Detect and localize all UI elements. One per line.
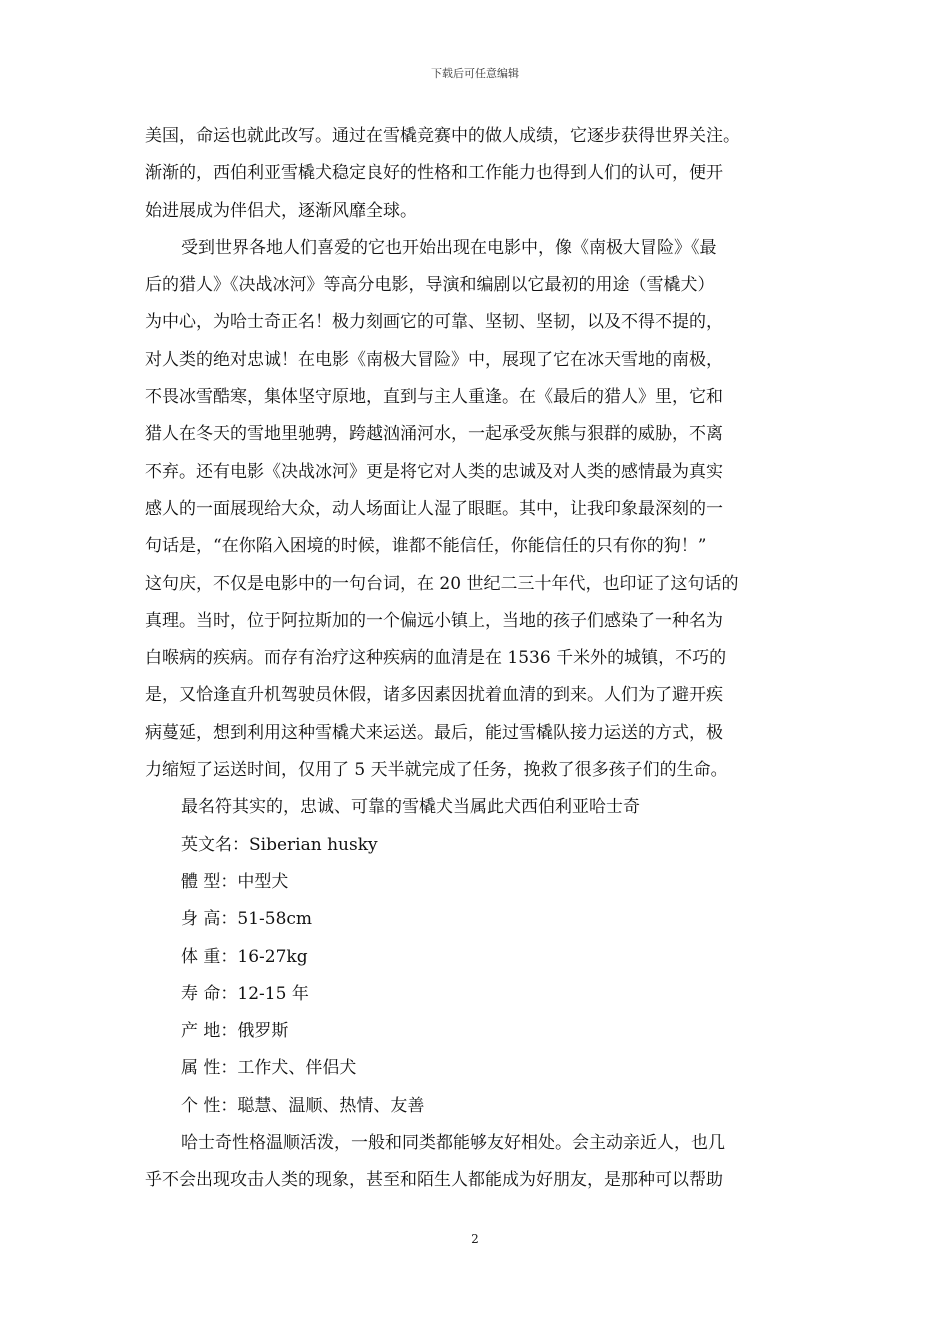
- text-line: 为中心，为哈士奇正名！极力刻画它的可靠、坚韧、坚韧，以及不得不提的，: [145, 312, 723, 333]
- document-body: [145, 118, 817, 1200]
- text-line: 渐渐的，西伯利亚雪橇犬稳定良好的性格和工作能力也得到人们的认可，便开: [145, 163, 723, 184]
- spec-origin: 产 地：俄罗斯: [181, 1021, 289, 1042]
- text-line: 不畏冰雪酷寒，集体坚守原地，直到与主人重逢。在《最后的猎人》里，它和: [145, 387, 723, 408]
- text-line: 感人的一面展现给大众，动人场面让人湿了眼眶。其中，让我印象最深刻的一: [145, 498, 723, 519]
- text-line: 句话是，“在你陷入困境的时候，谁都不能信任，你能信任的只有你的狗！”: [145, 536, 707, 557]
- text-line: 始进展成为伴侣犬，逐渐风靡全球。: [145, 200, 417, 221]
- text-line: 不弃。还有电影《决战冰河》更是将它对人类的忠诚及对人类的感情最为真实: [145, 461, 723, 482]
- spec-height: 身 高：51-58cm: [181, 909, 313, 930]
- text-line: 是，又恰逢直升机驾驶员休假，诸多因素因扰着血清的到来。人们为了避开疾: [145, 685, 723, 706]
- text-line: 猎人在冬天的雪地里驰骋，跨越汹涌河水，一起承受灰熊与狠群的威胁，不离: [145, 424, 723, 445]
- spec-lifespan: 寿 命：12-15 年: [181, 983, 309, 1004]
- text-line: 病蔓延，想到利用这种雪橇犬来运送。最后，能过雪橇队接力运送的方式，极: [145, 722, 723, 743]
- text-line: 后的猎人》《决战冰河》等高分电影，导演和编剧以它最初的用途（雪橇犬）: [145, 275, 715, 296]
- text-line: 白喉病的疾病。而存有治疗这种疾病的血清是在 1536 千米外的城镇，不巧的: [145, 648, 727, 669]
- text-line: 最名符其实的，忠诚、可靠的雪橇犬当属此犬西伯利亚哈士奇: [181, 797, 640, 818]
- page-number: 2: [471, 1232, 479, 1246]
- text-line: 对人类的绝对忠诚！在电影《南极大冒险》中，展现了它在冰天雪地的南极，: [145, 349, 723, 370]
- text-line: 美国，命运也就此改写。通过在雪橇竞赛中的做人成绩，它逐步获得世界关注。: [145, 126, 740, 146]
- spec-english-name: 英文名：Siberian husky: [181, 834, 378, 855]
- text-line: 这句庆，不仅是电影中的一句台词，在 20 世纪二三十年代，也印证了这句话的: [145, 573, 739, 594]
- spec-attribute: 属 性：工作犬、伴侣犬: [181, 1058, 357, 1079]
- text-line: 真理。当时，位于阿拉斯加的一个偏远小镇上，当地的孩子们感染了一种名为: [145, 610, 723, 631]
- spec-personality: 个 性：聪慧、温顺、热情、友善: [181, 1095, 425, 1116]
- text-line: 力缩短了运送时间，仅用了 5 天半就完成了任务，挽救了很多孩子们的生命。: [145, 760, 728, 781]
- text-line: 受到世界各地人们喜爱的它也开始出现在电影中，像《南极大冒险》《最: [181, 237, 717, 258]
- text-line: 哈士奇性格温顺活泼，一般和同类都能够友好相处。会主动亲近人，也几: [181, 1133, 725, 1154]
- text-line: 乎不会出现攻击人类的现象，甚至和陌生人都能成为好朋友，是那种可以帮助: [145, 1170, 723, 1191]
- page-header: 下载后可任意编辑: [431, 67, 519, 80]
- spec-size: 體 型：中型犬: [181, 871, 289, 892]
- spec-weight: 体 重：16-27kg: [181, 946, 308, 967]
